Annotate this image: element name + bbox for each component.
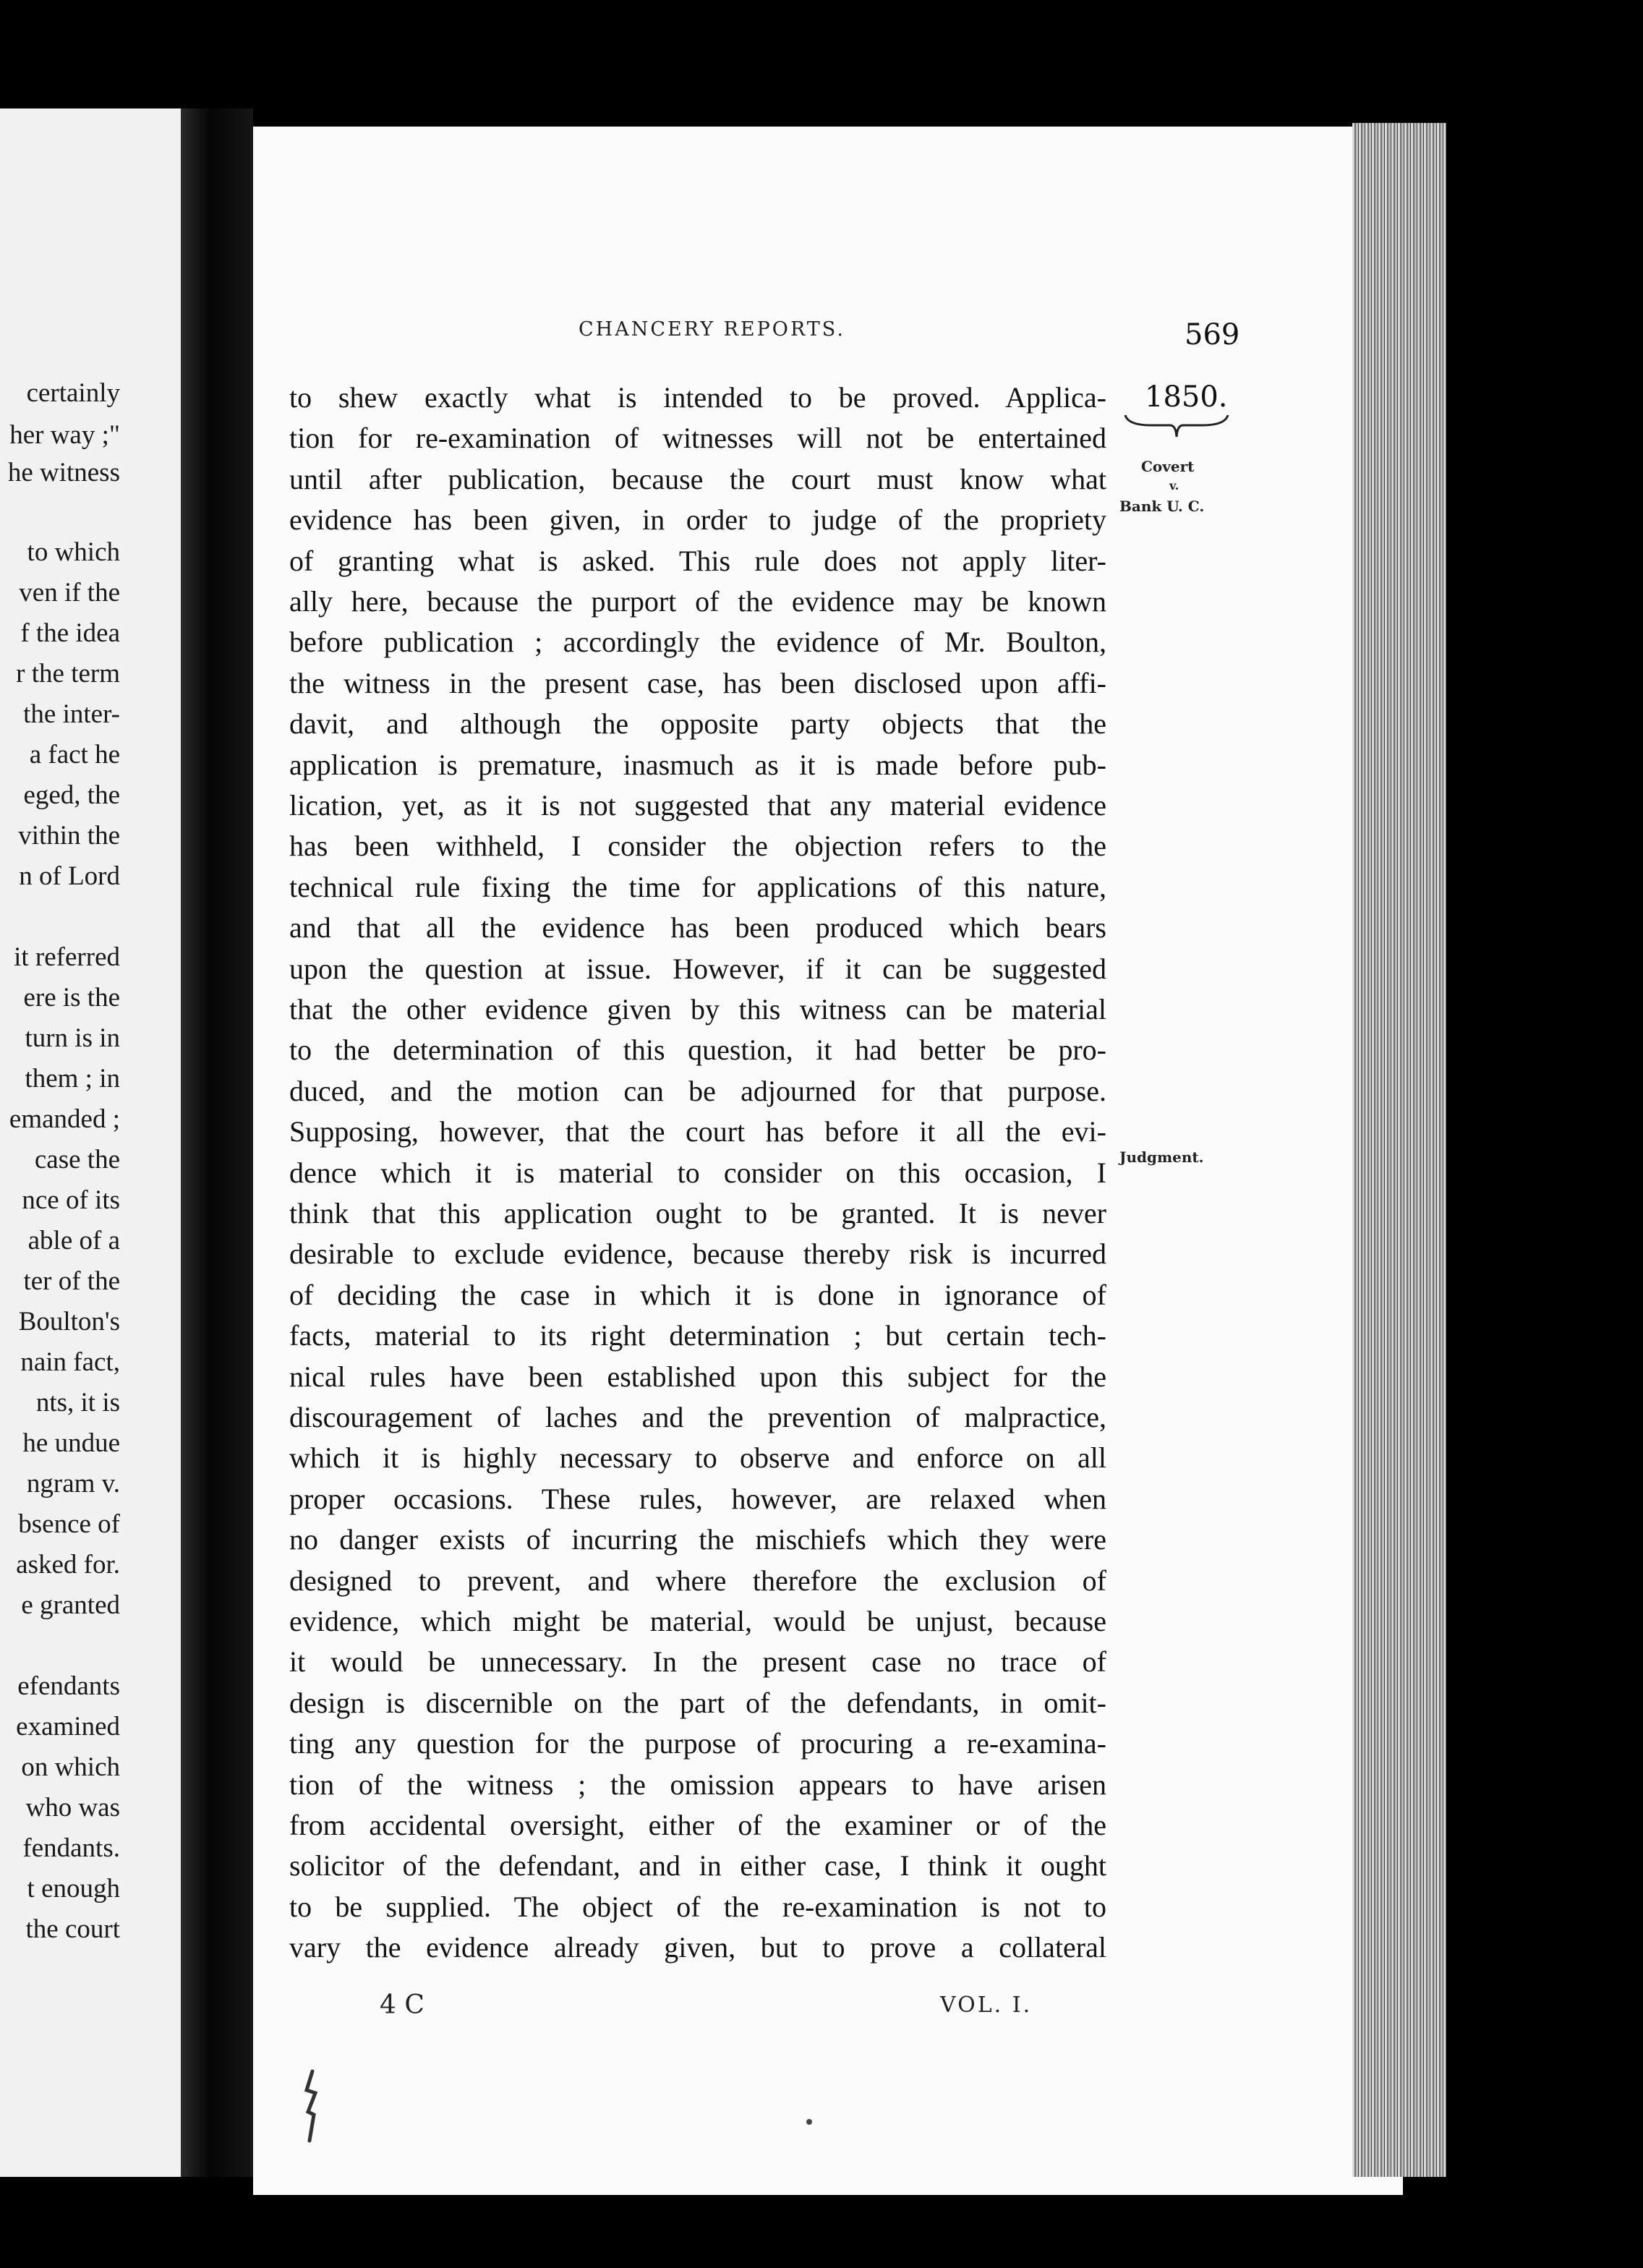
body-line: technical rule fixing the time for applications of this nature, xyxy=(289,871,1106,903)
left-page-line: it referred xyxy=(14,942,120,972)
body-line: designed to prevent, and where therefore the exclusion of xyxy=(289,1564,1106,1597)
left-page-line: vithin the xyxy=(18,821,120,850)
body-line: davit, and although the opposite party objects that the xyxy=(289,707,1106,740)
left-page-line: eged, the xyxy=(23,780,120,810)
left-page-line: the inter- xyxy=(23,699,120,729)
body-line: of deciding the case in which it is done in ignorance of xyxy=(289,1279,1106,1311)
left-page-line: r the term xyxy=(16,659,120,688)
left-page-line: he witness xyxy=(7,458,120,487)
brace-icon xyxy=(1122,412,1231,441)
body-line: facts, material to its right determination ; but certain tech- xyxy=(289,1319,1106,1352)
body-line: ally here, because the purport of the evidence may be known xyxy=(289,585,1106,618)
margin-case-name-line3: Bank U. C. xyxy=(1119,498,1205,515)
left-page-line: t enough xyxy=(27,1874,120,1904)
body-line: duced, and the motion can be adjourned for that purpose. xyxy=(289,1075,1106,1107)
body-line: nical rules have been established upon this subject for the xyxy=(289,1360,1106,1393)
left-page-line: e granted xyxy=(21,1590,120,1620)
left-page-line: nce of its xyxy=(22,1185,120,1215)
left-page-line: case the xyxy=(34,1145,120,1174)
body-line: vary the evidence already given, but to prove a collateral xyxy=(289,1931,1106,1964)
left-page-fragment xyxy=(0,108,181,2177)
body-line: tion of the witness ; the omission appears to have arisen xyxy=(289,1768,1106,1801)
body-line: from accidental oversight, either of the examiner or of the xyxy=(289,1809,1106,1841)
ink-dot xyxy=(806,2119,812,2125)
body-line: and that all the evidence has been produced which bears xyxy=(289,911,1106,944)
body-line: it would be unnecessary. In the present case no trace of xyxy=(289,1645,1106,1678)
body-line: no danger exists of incurring the mischiefs which they were xyxy=(289,1523,1106,1556)
body-line: evidence has been given, in order to judge of the propriety xyxy=(289,503,1106,536)
left-page-line: emanded ; xyxy=(9,1104,120,1134)
left-page-line: ngram v. xyxy=(26,1469,120,1498)
body-line: proper occasions. These rules, however, are relaxed when xyxy=(289,1483,1106,1515)
body-line: has been withheld, I consider the objection refers to the xyxy=(289,830,1106,862)
left-page-line: ere is the xyxy=(23,983,120,1012)
margin-judgment-note: Judgment. xyxy=(1119,1148,1204,1166)
body-line: solicitor of the defendant, and in either case, I think it ought xyxy=(289,1849,1106,1882)
body-line: before publication ; accordingly the evidence of Mr. Boulton, xyxy=(289,626,1106,658)
body-line: of granting what is asked. This rule does not apply liter- xyxy=(289,545,1106,577)
left-page-line: examined xyxy=(16,1712,120,1742)
left-page-line: to which xyxy=(27,537,120,567)
page-number: 569 xyxy=(1185,318,1240,351)
left-page-line: ter of the xyxy=(23,1266,120,1296)
left-page-line: Boulton's xyxy=(18,1307,120,1336)
body-line: design is discernible on the part of the defendants, in omit- xyxy=(289,1687,1106,1719)
body-line: until after publication, because the court must know what xyxy=(289,463,1106,495)
body-line: upon the question at issue. However, if it can be suggested xyxy=(289,952,1106,985)
left-page-line: ven if the xyxy=(19,578,120,608)
left-page-line: able of a xyxy=(27,1226,120,1256)
left-page-line: n of Lord xyxy=(19,861,120,891)
body-line: the witness in the present case, has been disclosed upon affi- xyxy=(289,667,1106,699)
body-line: think that this application ought to be granted. It is never xyxy=(289,1197,1106,1229)
body-line: which it is highly necessary to observe and enforce on all xyxy=(289,1441,1106,1474)
left-page-line: on which xyxy=(21,1752,120,1782)
left-page-line: who was xyxy=(25,1793,120,1822)
left-page-line: the court xyxy=(25,1914,120,1944)
left-page-line: certainly xyxy=(26,378,120,408)
left-page-line: he undue xyxy=(22,1428,120,1458)
left-page-line: them ; in xyxy=(25,1064,120,1094)
left-page-line: f the idea xyxy=(20,618,120,648)
body-line: that the other evidence given by this witness can be material xyxy=(289,993,1106,1026)
margin-case-name-line2: v. xyxy=(1169,479,1179,493)
body-line: to shew exactly what is intended to be proved. Applica- xyxy=(289,381,1106,414)
body-line: ting any question for the purpose of procuring a re-examina- xyxy=(289,1727,1106,1760)
left-page-line: efendants xyxy=(17,1671,120,1701)
margin-year: 1850. xyxy=(1145,380,1228,414)
left-page-line: a fact he xyxy=(29,740,120,770)
running-head: CHANCERY REPORTS. xyxy=(579,318,845,341)
signature-mark: 4 C xyxy=(380,1990,424,2020)
page-edges xyxy=(1352,123,1446,2177)
body-line: application is premature, inasmuch as it is made before pub- xyxy=(289,749,1106,781)
volume-label: VOL. I. xyxy=(940,1992,1033,2018)
left-page-line: asked for. xyxy=(16,1550,120,1580)
body-line: lication, yet, as it is not suggested that any material evidence xyxy=(289,789,1106,822)
body-line: dence which it is material to consider on this occasion, I xyxy=(289,1156,1106,1189)
body-line: to the determination of this question, it had better be pro- xyxy=(289,1033,1106,1066)
left-page-line: fendants. xyxy=(22,1833,120,1863)
body-line: discouragement of laches and the prevention of malpractice, xyxy=(289,1401,1106,1433)
body-line: to be supplied. The object of the re-examination is not to xyxy=(289,1890,1106,1923)
left-page-line: nts, it is xyxy=(35,1388,120,1418)
left-page-line: her way ;" xyxy=(9,420,120,450)
body-line: evidence, which might be material, would be unjust, because xyxy=(289,1605,1106,1637)
body-line: Supposing, however, that the court has before it all the evi- xyxy=(289,1115,1106,1148)
left-page-line: bsence of xyxy=(18,1509,120,1539)
book-gutter xyxy=(181,108,253,2177)
body-line: desirable to exclude evidence, because thereby risk is incurred xyxy=(289,1237,1106,1270)
margin-case-name-line1: Covert xyxy=(1141,458,1195,475)
left-page-line: turn is in xyxy=(25,1023,120,1053)
body-line: tion for re-examination of witnesses will not be entertained xyxy=(289,422,1106,454)
pen-mark-icon xyxy=(296,2068,325,2148)
left-page-line: nain fact, xyxy=(20,1347,120,1377)
